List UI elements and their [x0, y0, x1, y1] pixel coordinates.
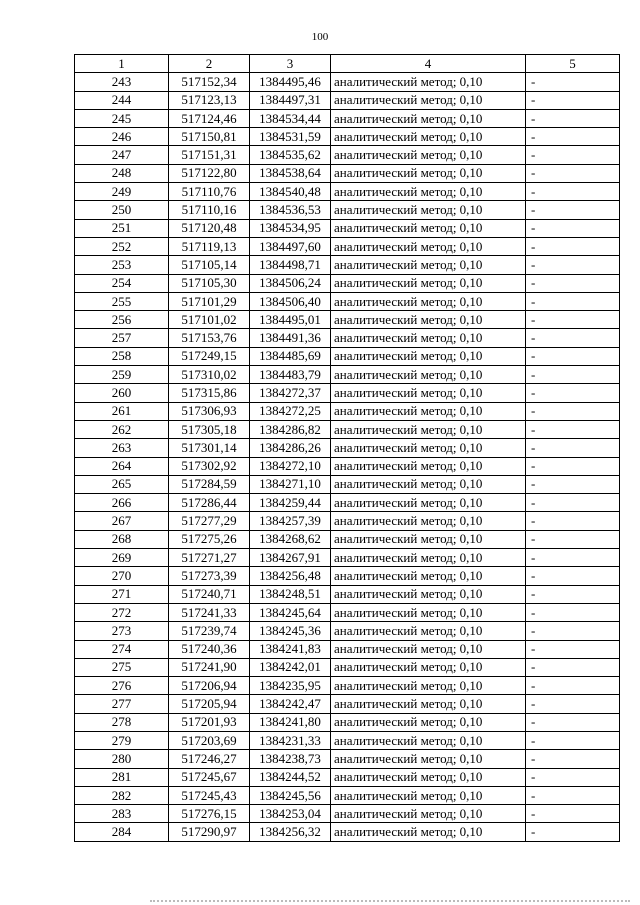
y-coordinate-cell: 1384268,62: [250, 530, 331, 548]
y-coordinate-cell: 1384248,51: [250, 585, 331, 603]
x-coordinate-cell: 517286,44: [169, 494, 250, 512]
y-coordinate-cell: 1384506,24: [250, 274, 331, 292]
point-number-cell: 272: [75, 603, 169, 621]
note-cell: -: [526, 823, 620, 841]
note-cell: -: [526, 585, 620, 603]
table-row: [75, 311, 620, 329]
table-row: [75, 384, 620, 402]
point-number-cell: 263: [75, 439, 169, 457]
note-cell: -: [526, 603, 620, 621]
point-number-cell: 255: [75, 292, 169, 310]
table-row: [75, 823, 620, 841]
method-accuracy-cell: аналитический метод; 0,10: [331, 311, 526, 329]
method-accuracy-cell: аналитический метод; 0,10: [331, 658, 526, 676]
note-cell: -: [526, 183, 620, 201]
method-accuracy-cell: аналитический метод; 0,10: [331, 677, 526, 695]
note-cell: -: [526, 475, 620, 493]
column-header-5: 5: [526, 55, 620, 73]
y-coordinate-cell: 1384485,69: [250, 347, 331, 365]
table-row: [75, 512, 620, 530]
note-cell: -: [526, 457, 620, 475]
y-coordinate-cell: 1384242,47: [250, 695, 331, 713]
note-cell: -: [526, 366, 620, 384]
y-coordinate-cell: 1384256,32: [250, 823, 331, 841]
y-coordinate-cell: 1384534,95: [250, 219, 331, 237]
table-row: [75, 786, 620, 804]
y-coordinate-cell: 1384540,48: [250, 183, 331, 201]
note-cell: -: [526, 439, 620, 457]
table-row: [75, 475, 620, 493]
x-coordinate-cell: 517119,13: [169, 237, 250, 255]
y-coordinate-cell: 1384498,71: [250, 256, 331, 274]
scan-artifact: [150, 900, 630, 905]
point-number-cell: 276: [75, 677, 169, 695]
column-header-2: 2: [169, 55, 250, 73]
point-number-cell: 253: [75, 256, 169, 274]
column-header-4: 4: [331, 55, 526, 73]
x-coordinate-cell: 517150,81: [169, 128, 250, 146]
x-coordinate-cell: 517240,71: [169, 585, 250, 603]
y-coordinate-cell: 1384495,01: [250, 311, 331, 329]
x-coordinate-cell: 517203,69: [169, 731, 250, 749]
table-row: [75, 73, 620, 91]
note-cell: -: [526, 201, 620, 219]
table-row: [75, 91, 620, 109]
method-accuracy-cell: аналитический метод; 0,10: [331, 731, 526, 749]
y-coordinate-cell: 1384272,25: [250, 402, 331, 420]
note-cell: -: [526, 549, 620, 567]
y-coordinate-cell: 1384497,31: [250, 91, 331, 109]
note-cell: -: [526, 805, 620, 823]
y-coordinate-cell: 1384286,26: [250, 439, 331, 457]
note-cell: -: [526, 677, 620, 695]
note-cell: -: [526, 311, 620, 329]
x-coordinate-cell: 517105,14: [169, 256, 250, 274]
x-coordinate-cell: 517152,34: [169, 73, 250, 91]
method-accuracy-cell: аналитический метод; 0,10: [331, 585, 526, 603]
note-cell: -: [526, 494, 620, 512]
table-row: [75, 347, 620, 365]
table-row: [75, 713, 620, 731]
table-row: [75, 274, 620, 292]
x-coordinate-cell: 517153,76: [169, 329, 250, 347]
table-row: [75, 622, 620, 640]
x-coordinate-cell: 517101,02: [169, 311, 250, 329]
method-accuracy-cell: аналитический метод; 0,10: [331, 164, 526, 182]
method-accuracy-cell: аналитический метод; 0,10: [331, 494, 526, 512]
note-cell: -: [526, 658, 620, 676]
x-coordinate-cell: 517206,94: [169, 677, 250, 695]
x-coordinate-cell: 517305,18: [169, 420, 250, 438]
point-number-cell: 273: [75, 622, 169, 640]
x-coordinate-cell: 517249,15: [169, 347, 250, 365]
table-row: [75, 567, 620, 585]
point-number-cell: 243: [75, 73, 169, 91]
table-row: [75, 219, 620, 237]
x-coordinate-cell: 517315,86: [169, 384, 250, 402]
method-accuracy-cell: аналитический метод; 0,10: [331, 329, 526, 347]
x-coordinate-cell: 517275,26: [169, 530, 250, 548]
method-accuracy-cell: аналитический метод; 0,10: [331, 219, 526, 237]
point-number-cell: 277: [75, 695, 169, 713]
x-coordinate-cell: 517110,76: [169, 183, 250, 201]
point-number-cell: 281: [75, 768, 169, 786]
note-cell: -: [526, 512, 620, 530]
note-cell: -: [526, 73, 620, 91]
x-coordinate-cell: 517239,74: [169, 622, 250, 640]
x-coordinate-cell: 517276,15: [169, 805, 250, 823]
x-coordinate-cell: 517310,02: [169, 366, 250, 384]
note-cell: -: [526, 219, 620, 237]
table-row: [75, 439, 620, 457]
point-number-cell: 252: [75, 237, 169, 255]
y-coordinate-cell: 1384231,33: [250, 731, 331, 749]
y-coordinate-cell: 1384235,95: [250, 677, 331, 695]
table-row: [75, 329, 620, 347]
x-coordinate-cell: 517122,80: [169, 164, 250, 182]
table-row: [75, 549, 620, 567]
y-coordinate-cell: 1384242,01: [250, 658, 331, 676]
table-row: [75, 128, 620, 146]
point-number-cell: 274: [75, 640, 169, 658]
table-row: [75, 457, 620, 475]
y-coordinate-cell: 1384286,82: [250, 420, 331, 438]
point-number-cell: 268: [75, 530, 169, 548]
y-coordinate-cell: 1384536,53: [250, 201, 331, 219]
y-coordinate-cell: 1384253,04: [250, 805, 331, 823]
y-coordinate-cell: 1384257,39: [250, 512, 331, 530]
x-coordinate-cell: 517205,94: [169, 695, 250, 713]
x-coordinate-cell: 517101,29: [169, 292, 250, 310]
table-row: [75, 237, 620, 255]
table-row: [75, 109, 620, 127]
note-cell: -: [526, 347, 620, 365]
method-accuracy-cell: аналитический метод; 0,10: [331, 402, 526, 420]
table-row: [75, 402, 620, 420]
note-cell: -: [526, 237, 620, 255]
table-row: [75, 585, 620, 603]
method-accuracy-cell: аналитический метод; 0,10: [331, 128, 526, 146]
note-cell: -: [526, 329, 620, 347]
y-coordinate-cell: 1384272,10: [250, 457, 331, 475]
page-number: 100: [311, 31, 329, 43]
note-cell: -: [526, 640, 620, 658]
table-row: [75, 530, 620, 548]
y-coordinate-cell: 1384245,56: [250, 786, 331, 804]
x-coordinate-cell: 517245,67: [169, 768, 250, 786]
table-row: [75, 292, 620, 310]
method-accuracy-cell: аналитический метод; 0,10: [331, 292, 526, 310]
x-coordinate-cell: 517123,13: [169, 91, 250, 109]
y-coordinate-cell: 1384535,62: [250, 146, 331, 164]
table-row: [75, 366, 620, 384]
method-accuracy-cell: аналитический метод; 0,10: [331, 695, 526, 713]
method-accuracy-cell: аналитический метод; 0,10: [331, 567, 526, 585]
y-coordinate-cell: 1384245,36: [250, 622, 331, 640]
point-number-cell: 269: [75, 549, 169, 567]
table-row: [75, 201, 620, 219]
table-row: [75, 494, 620, 512]
note-cell: -: [526, 622, 620, 640]
method-accuracy-cell: аналитический метод; 0,10: [331, 366, 526, 384]
y-coordinate-cell: 1384259,44: [250, 494, 331, 512]
method-accuracy-cell: аналитический метод; 0,10: [331, 91, 526, 109]
note-cell: -: [526, 91, 620, 109]
method-accuracy-cell: аналитический метод; 0,10: [331, 512, 526, 530]
method-accuracy-cell: аналитический метод; 0,10: [331, 109, 526, 127]
point-number-cell: 262: [75, 420, 169, 438]
note-cell: -: [526, 274, 620, 292]
column-header-3: 3: [250, 55, 331, 73]
note-cell: -: [526, 750, 620, 768]
point-number-cell: 245: [75, 109, 169, 127]
y-coordinate-cell: 1384497,60: [250, 237, 331, 255]
column-header-1: 1: [75, 55, 169, 73]
y-coordinate-cell: 1384238,73: [250, 750, 331, 768]
point-number-cell: 283: [75, 805, 169, 823]
point-number-cell: 265: [75, 475, 169, 493]
table-row: [75, 256, 620, 274]
y-coordinate-cell: 1384256,48: [250, 567, 331, 585]
point-number-cell: 267: [75, 512, 169, 530]
x-coordinate-cell: 517306,93: [169, 402, 250, 420]
y-coordinate-cell: 1384244,52: [250, 768, 331, 786]
point-number-cell: 264: [75, 457, 169, 475]
method-accuracy-cell: аналитический метод; 0,10: [331, 384, 526, 402]
point-number-cell: 250: [75, 201, 169, 219]
note-cell: -: [526, 292, 620, 310]
table-row: [75, 768, 620, 786]
x-coordinate-cell: 517241,90: [169, 658, 250, 676]
point-number-cell: 282: [75, 786, 169, 804]
note-cell: -: [526, 128, 620, 146]
x-coordinate-cell: 517110,16: [169, 201, 250, 219]
point-number-cell: 246: [75, 128, 169, 146]
y-coordinate-cell: 1384267,91: [250, 549, 331, 567]
table-row: [75, 640, 620, 658]
method-accuracy-cell: аналитический метод; 0,10: [331, 183, 526, 201]
x-coordinate-cell: 517151,31: [169, 146, 250, 164]
method-accuracy-cell: аналитический метод; 0,10: [331, 73, 526, 91]
table-row: [75, 603, 620, 621]
x-coordinate-cell: 517240,36: [169, 640, 250, 658]
method-accuracy-cell: аналитический метод; 0,10: [331, 805, 526, 823]
note-cell: -: [526, 695, 620, 713]
point-number-cell: 279: [75, 731, 169, 749]
point-number-cell: 244: [75, 91, 169, 109]
method-accuracy-cell: аналитический метод; 0,10: [331, 347, 526, 365]
note-cell: -: [526, 731, 620, 749]
x-coordinate-cell: 517241,33: [169, 603, 250, 621]
note-cell: -: [526, 786, 620, 804]
method-accuracy-cell: аналитический метод; 0,10: [331, 549, 526, 567]
note-cell: -: [526, 768, 620, 786]
method-accuracy-cell: аналитический метод; 0,10: [331, 530, 526, 548]
point-number-cell: 249: [75, 183, 169, 201]
x-coordinate-cell: 517302,92: [169, 457, 250, 475]
x-coordinate-cell: 517246,27: [169, 750, 250, 768]
method-accuracy-cell: аналитический метод; 0,10: [331, 146, 526, 164]
x-coordinate-cell: 517245,43: [169, 786, 250, 804]
point-number-cell: 278: [75, 713, 169, 731]
method-accuracy-cell: аналитический метод; 0,10: [331, 420, 526, 438]
table-row: [75, 420, 620, 438]
x-coordinate-cell: 517284,59: [169, 475, 250, 493]
table-row: [75, 658, 620, 676]
method-accuracy-cell: аналитический метод; 0,10: [331, 786, 526, 804]
table-row: [75, 695, 620, 713]
table-row: [75, 677, 620, 695]
note-cell: -: [526, 384, 620, 402]
point-number-cell: 248: [75, 164, 169, 182]
note-cell: -: [526, 164, 620, 182]
point-number-cell: 260: [75, 384, 169, 402]
method-accuracy-cell: аналитический метод; 0,10: [331, 750, 526, 768]
y-coordinate-cell: 1384534,44: [250, 109, 331, 127]
x-coordinate-cell: 517201,93: [169, 713, 250, 731]
x-coordinate-cell: 517273,39: [169, 567, 250, 585]
method-accuracy-cell: аналитический метод; 0,10: [331, 475, 526, 493]
method-accuracy-cell: аналитический метод; 0,10: [331, 603, 526, 621]
x-coordinate-cell: 517277,29: [169, 512, 250, 530]
method-accuracy-cell: аналитический метод; 0,10: [331, 622, 526, 640]
y-coordinate-cell: 1384241,83: [250, 640, 331, 658]
point-number-cell: 259: [75, 366, 169, 384]
point-number-cell: 280: [75, 750, 169, 768]
table-body: [75, 73, 620, 841]
x-coordinate-cell: 517124,46: [169, 109, 250, 127]
y-coordinate-cell: 1384483,79: [250, 366, 331, 384]
point-number-cell: 247: [75, 146, 169, 164]
x-coordinate-cell: 517290,97: [169, 823, 250, 841]
point-number-cell: 271: [75, 585, 169, 603]
note-cell: -: [526, 567, 620, 585]
y-coordinate-cell: 1384531,59: [250, 128, 331, 146]
x-coordinate-cell: 517120,48: [169, 219, 250, 237]
note-cell: -: [526, 146, 620, 164]
point-number-cell: 270: [75, 567, 169, 585]
point-number-cell: 266: [75, 494, 169, 512]
y-coordinate-cell: 1384506,40: [250, 292, 331, 310]
y-coordinate-cell: 1384491,36: [250, 329, 331, 347]
point-number-cell: 256: [75, 311, 169, 329]
method-accuracy-cell: аналитический метод; 0,10: [331, 768, 526, 786]
table-row: [75, 805, 620, 823]
point-number-cell: 284: [75, 823, 169, 841]
method-accuracy-cell: аналитический метод; 0,10: [331, 823, 526, 841]
x-coordinate-cell: 517105,30: [169, 274, 250, 292]
point-number-cell: 261: [75, 402, 169, 420]
note-cell: -: [526, 713, 620, 731]
y-coordinate-cell: 1384538,64: [250, 164, 331, 182]
method-accuracy-cell: аналитический метод; 0,10: [331, 439, 526, 457]
method-accuracy-cell: аналитический метод; 0,10: [331, 201, 526, 219]
table-row: [75, 146, 620, 164]
note-cell: -: [526, 256, 620, 274]
method-accuracy-cell: аналитический метод; 0,10: [331, 274, 526, 292]
x-coordinate-cell: 517301,14: [169, 439, 250, 457]
y-coordinate-cell: 1384272,37: [250, 384, 331, 402]
note-cell: -: [526, 402, 620, 420]
y-coordinate-cell: 1384241,80: [250, 713, 331, 731]
method-accuracy-cell: аналитический метод; 0,10: [331, 256, 526, 274]
point-number-cell: 275: [75, 658, 169, 676]
table-row: [75, 183, 620, 201]
method-accuracy-cell: аналитический метод; 0,10: [331, 713, 526, 731]
table-row: [75, 731, 620, 749]
point-number-cell: 251: [75, 219, 169, 237]
table-header-row: [75, 55, 620, 73]
note-cell: -: [526, 420, 620, 438]
method-accuracy-cell: аналитический метод; 0,10: [331, 237, 526, 255]
note-cell: -: [526, 530, 620, 548]
table-row: [75, 164, 620, 182]
point-number-cell: 258: [75, 347, 169, 365]
point-number-cell: 257: [75, 329, 169, 347]
table-row: [75, 750, 620, 768]
y-coordinate-cell: 1384245,64: [250, 603, 331, 621]
method-accuracy-cell: аналитический метод; 0,10: [331, 457, 526, 475]
y-coordinate-cell: 1384271,10: [250, 475, 331, 493]
method-accuracy-cell: аналитический метод; 0,10: [331, 640, 526, 658]
y-coordinate-cell: 1384495,46: [250, 73, 331, 91]
note-cell: -: [526, 109, 620, 127]
coordinates-table: [74, 54, 620, 842]
point-number-cell: 254: [75, 274, 169, 292]
x-coordinate-cell: 517271,27: [169, 549, 250, 567]
